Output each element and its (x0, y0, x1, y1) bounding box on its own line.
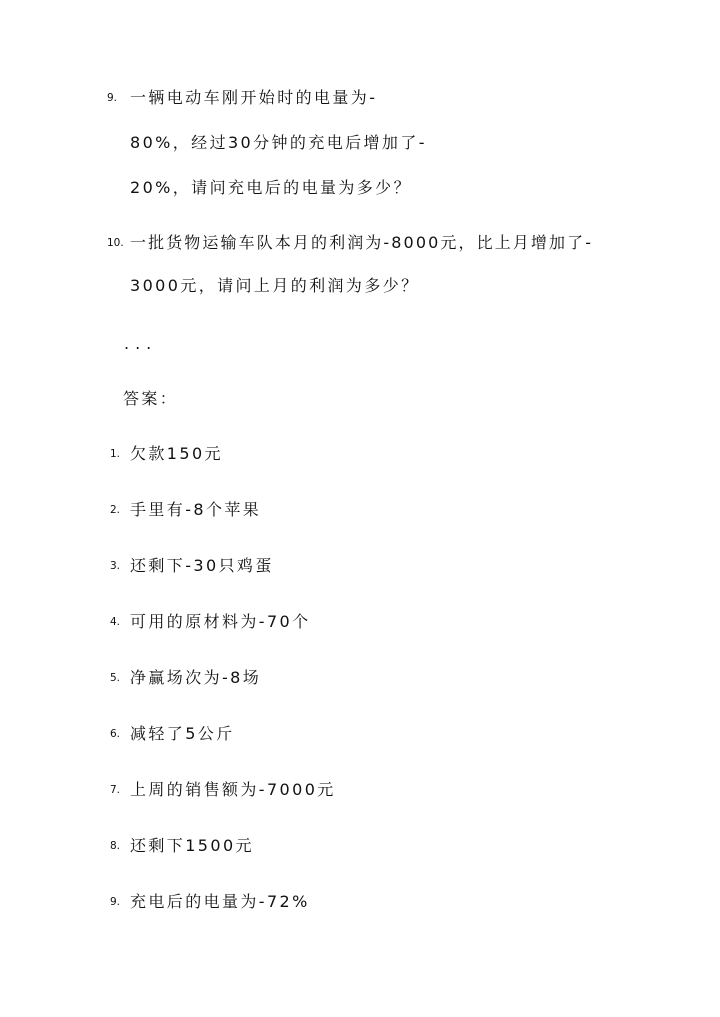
answer-number: 3. (110, 560, 121, 572)
question-text-line: 20%，请问充电后的电量为多少？ (130, 178, 412, 197)
answer-text: 欠款150元 (130, 444, 223, 463)
answer-text: 可用的原材料为-70个 (130, 612, 311, 631)
answer-text: 充电后的电量为-72% (130, 892, 310, 911)
answer-number: 2. (110, 504, 121, 516)
answer-number: 8. (110, 840, 121, 852)
answer-text: 还剩下-30只鸡蛋 (130, 556, 274, 575)
answer-text: 还剩下1500元 (130, 836, 254, 855)
answer-text: 上周的销售额为-7000元 (130, 780, 336, 799)
answer-text: 手里有-8个苹果 (130, 500, 262, 519)
answer-number: 5. (110, 672, 121, 684)
question-text-line: 一辆电动车刚开始时的电量为- (130, 88, 378, 107)
answer-number: 4. (110, 616, 121, 628)
question-text-line: 一批货物运输车队本月的利润为-8000元，比上月增加了- (130, 233, 594, 252)
answers-heading: 答案： (123, 389, 179, 408)
ellipsis: ... (124, 334, 158, 353)
answer-number: 6. (110, 728, 121, 740)
question-text-line: 80%，经过30分钟的充电后增加了- (130, 133, 427, 152)
answer-text: 净赢场次为-8场 (130, 668, 262, 687)
answer-number: 9. (110, 896, 121, 908)
answer-text: 减轻了5公斤 (130, 724, 235, 743)
question-text-line: 3000元，请问上月的利润为多少？ (130, 276, 420, 295)
answer-number: 7. (110, 784, 121, 796)
question-number: 10. (107, 237, 124, 249)
question-number: 9. (107, 92, 118, 104)
answer-number: 1. (110, 448, 121, 460)
